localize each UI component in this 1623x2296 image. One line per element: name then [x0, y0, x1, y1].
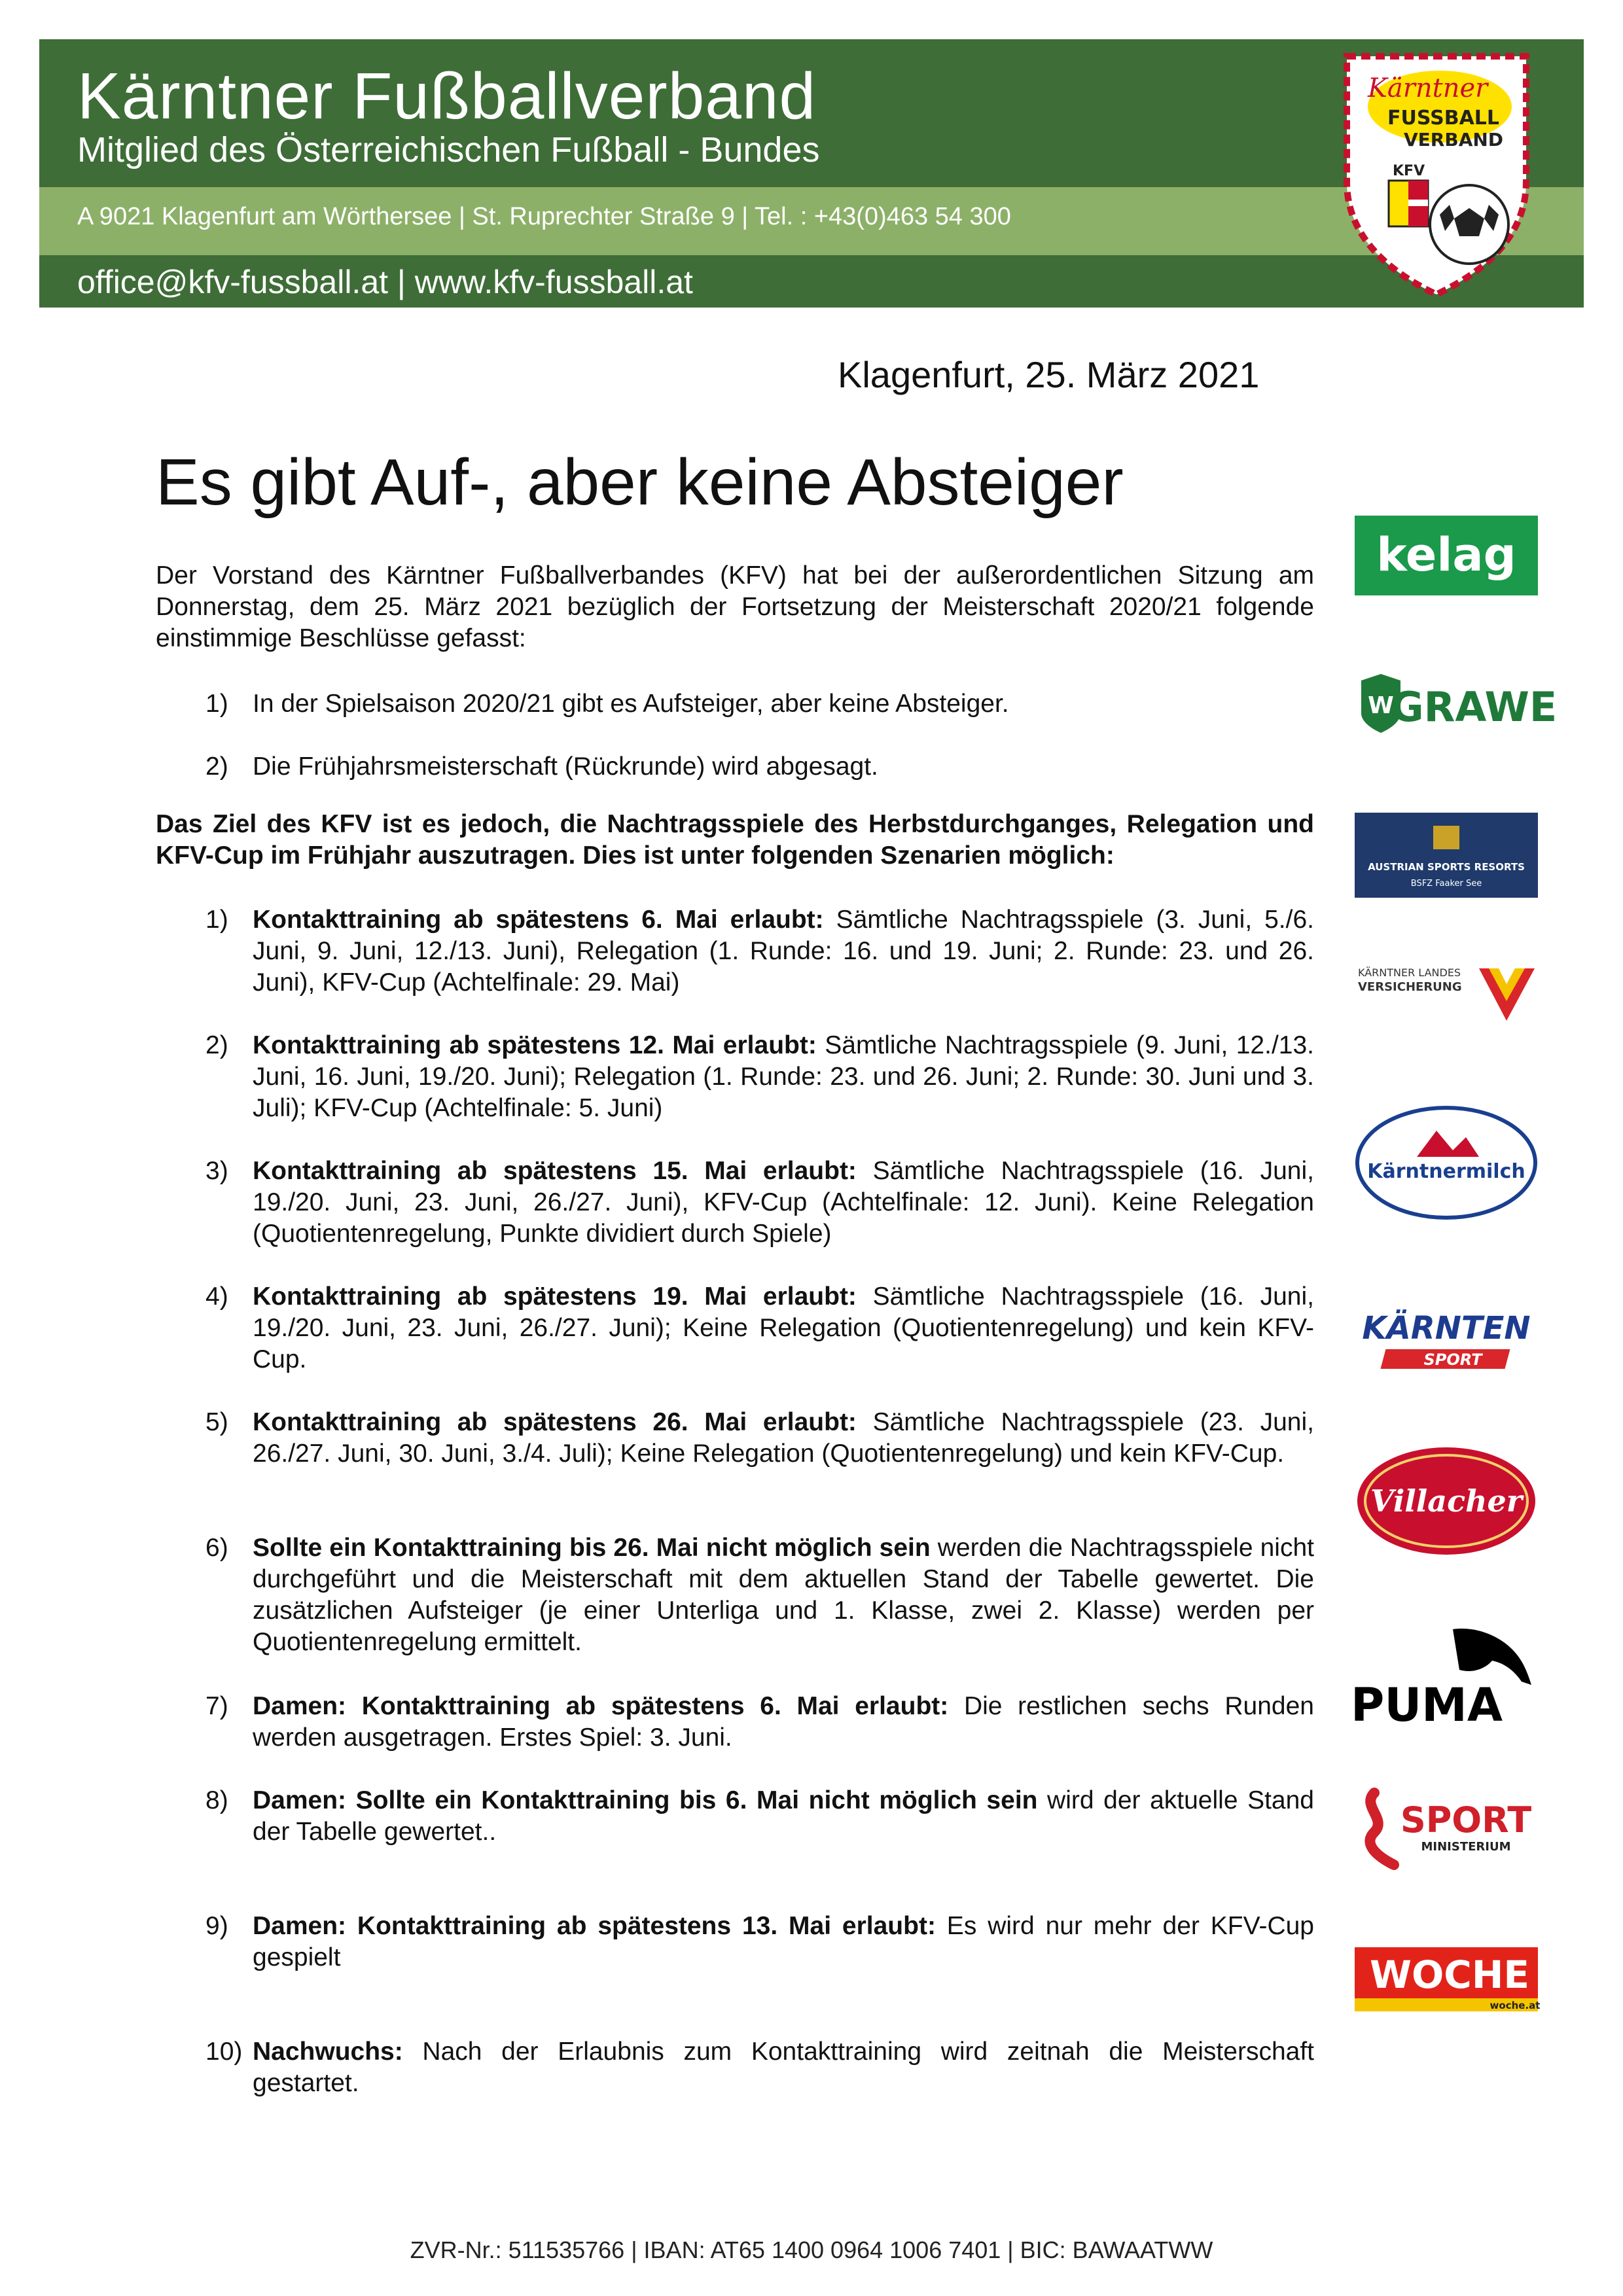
scenario-item — [156, 1532, 1314, 1658]
kaernten-sport-logo — [1355, 1294, 1538, 1379]
crest-line3: VERBAND — [1404, 129, 1504, 150]
scenario-text: Nach der Erlaubnis zum Kontakttraining wird zeitnah die Meisterschaft gestartet. — [253, 2038, 1314, 2097]
scenario-item — [156, 1691, 1314, 1754]
scenario-item — [156, 1281, 1314, 1375]
scenario-number: 8) — [205, 1786, 228, 1814]
scenario-condition: Kontakttraining ab spätestens 15. Mai erlaubt: — [253, 1157, 857, 1185]
scenario-condition: Kontakttraining ab spätestens 6. Mai erlaubt: — [253, 906, 824, 934]
svg-text:AUSTRIAN SPORTS RESORTS: AUSTRIAN SPORTS RESORTS — [1368, 861, 1525, 873]
scenario-text: Sämtliche Nachtragsspiele (16. Juni, 19./20. Juni, 23. Juni, 26./27. Juni); Keine Relegation (Quotientenregelung) und kein KFV-Cup. — [253, 1282, 1314, 1373]
svg-text:KÄRNTEN: KÄRNTEN — [1362, 1310, 1531, 1347]
scenario-condition: Damen: Kontakttraining ab spätestens 6. Mai erlaubt: — [253, 1692, 949, 1720]
puma-logo — [1351, 1623, 1538, 1732]
svg-text:SPORT: SPORT — [1400, 1799, 1532, 1841]
svg-text:GRAWE: GRAWE — [1390, 683, 1558, 731]
org-subtitle: Mitglied des Österreichischen Fußball - Bundes — [77, 130, 820, 169]
svg-text:woche.at: woche.at — [1489, 2000, 1541, 2011]
scenario-item — [156, 2036, 1314, 2099]
svg-text:Villacher: Villacher — [1370, 1483, 1523, 1519]
scenario-number: 10) — [205, 2038, 243, 2066]
scenario-text: Die restlichen sechs Runden werden ausgetragen. Erstes Spiel: 3. Juni. — [253, 1692, 1314, 1752]
letter-date: Klagenfurt, 25. März 2021 — [838, 354, 1260, 395]
page-title: Es gibt Auf-, aber keine Absteiger — [156, 446, 1124, 519]
scenario-text: Es wird nur mehr der KFV-Cup gespielt — [253, 1912, 1314, 1971]
scenario-item — [156, 1911, 1314, 1973]
svg-text:MINISTERIUM: MINISTERIUM — [1421, 1840, 1511, 1854]
scenario-item — [156, 1030, 1314, 1124]
goal-paragraph: Das Ziel des KFV ist es jedoch, die Nachtragsspiele des Herbstdurchganges, Relegation und KFV-Cup im Frühjahr auszutragen. Dies ist unter folgenden Szenarien möglich: — [156, 810, 1314, 870]
scenario-number: 1) — [205, 906, 228, 934]
scenario-number: 3) — [205, 1157, 228, 1185]
kaerntnermilch-logo — [1355, 1104, 1538, 1221]
woche-logo — [1355, 1947, 1541, 2011]
svg-text:VERSICHERUNG: VERSICHERUNG — [1358, 980, 1462, 994]
scenario-number: 4) — [205, 1282, 228, 1311]
org-address: A 9021 Klagenfurt am Wörthersee | St. Ruprechter Straße 9 | Tel. : +43(0)463 54 300 — [77, 203, 1011, 230]
scenario-text: Sämtliche Nachtragsspiele (23. Juni, 26./27. Juni, 30. Juni, 3./4. Juli); Keine Relegation (Quotientenregelung) und kein KFV-Cup. — [253, 1408, 1314, 1468]
scenario-number: 7) — [205, 1692, 228, 1720]
letterhead — [39, 39, 1584, 308]
org-contact: office@kfv-fussball.at | www.kfv-fussball.at — [77, 264, 693, 300]
decision-item — [156, 751, 1314, 783]
kelag-logo — [1355, 516, 1538, 595]
crest-line1: Kärntner — [1368, 73, 1488, 103]
grawe-logo — [1355, 661, 1558, 746]
scenario-text: Sämtliche Nachtragsspiele (16. Juni, 19./20. Juni, 23. Juni, 26./27. Juni), KFV-Cup (Achtelfinale: 12. Juni). Keine Relegation (Quotientenregelung, Punkte dividiert durch Spiele) — [253, 1157, 1314, 1248]
svg-text:SPORT: SPORT — [1423, 1351, 1482, 1369]
org-name: Kärntner Fußballverband — [77, 60, 817, 133]
scenario-condition: Damen: Kontakttraining ab spätestens 13. Mai erlaubt: — [253, 1912, 936, 1940]
scenario-text: werden die Nachtragsspiele nicht durchgeführt und die Meisterschaft mit dem aktuellen Stand der Tabelle gewertet. Die zusätzlichen Aufsteiger (je einer Unterliga und 1. Klasse, zwei 2. Klasse) werden per Quotientenregelung ermittelt. — [253, 1534, 1315, 1656]
decision-text: Die Frühjahrsmeisterschaft (Rückrunde) wird abgesagt. — [253, 752, 878, 781]
svg-text:BSFZ Faaker See: BSFZ Faaker See — [1410, 879, 1482, 889]
scenario-condition: Kontakttraining ab spätestens 19. Mai erlaubt: — [253, 1282, 857, 1311]
scenario-number: 6) — [205, 1534, 228, 1562]
svg-text:PUMA: PUMA — [1351, 1678, 1503, 1732]
svg-text:W: W — [1368, 692, 1394, 719]
scenario-text: wird der aktuelle Stand der Tabelle gewertet.. — [253, 1786, 1314, 1846]
svg-text:Kärntnermilch: Kärntnermilch — [1367, 1160, 1525, 1183]
scenario-condition: Sollte ein Kontakttraining bis 26. Mai nicht möglich sein — [253, 1534, 931, 1562]
villacher-logo — [1355, 1443, 1538, 1558]
footer-bank-details: ZVR-Nr.: 511535766 | IBAN: AT65 1400 0964 1006 7401 | BIC: BAWAATWW — [410, 2236, 1213, 2263]
svg-text:kelag: kelag — [1376, 528, 1516, 582]
austrian-sports-resorts-logo — [1355, 813, 1538, 898]
scenario-condition: Damen: Sollte ein Kontakttraining bis 6. Mai nicht möglich sein — [253, 1786, 1038, 1814]
scenario-text: Sämtliche Nachtragsspiele (3. Juni, 5./6. Juni, 9. Juni, 12./13. Juni), Relegation (1. Runde: 16. und 19. Juni; 2. Runde: 23. und 26. Juni), KFV-Cup (Achtelfinale: 29. Mai) — [253, 906, 1314, 997]
kfv-crest-logo — [1342, 51, 1531, 300]
scenario-item — [156, 1407, 1314, 1470]
decision-number: 2) — [205, 752, 228, 781]
crest-line2: FUSSBALL — [1387, 107, 1500, 130]
crest-abbr: KFV — [1393, 163, 1425, 179]
scenario-item — [156, 1785, 1314, 1848]
scenario-condition: Kontakttraining ab spätestens 12. Mai erlaubt: — [253, 1031, 817, 1059]
sportministerium-logo — [1355, 1786, 1538, 1871]
scenario-number: 5) — [205, 1408, 228, 1436]
decision-item — [156, 688, 1314, 720]
decision-text: In der Spielsaison 2020/21 gibt es Aufsteiger, aber keine Absteiger. — [253, 690, 1009, 718]
scenario-text: Sämtliche Nachtragsspiele (9. Juni, 12./13. Juni, 16. Juni, 19./20. Juni); Relegation (1. Runde: 23. und 26. Juni; 2. Runde: 30. Juni und 3. Juli); KFV-Cup (Achtelfinale: 5. Juni) — [253, 1031, 1314, 1122]
scenario-item — [156, 904, 1314, 998]
scenario-condition: Nachwuchs: — [253, 2038, 403, 2066]
scenario-number: 9) — [205, 1912, 228, 1940]
svg-text:KÄRNTNER LANDES: KÄRNTNER LANDES — [1358, 966, 1461, 979]
decision-number: 1) — [205, 690, 228, 718]
kaerntner-landesversicherung-logo — [1355, 962, 1538, 1027]
intro-paragraph: Der Vorstand des Kärntner Fußballverbandes (KFV) hat bei der außerordentlichen Sitzung am Donnerstag, dem 25. März 2021 bezüglich der Fortsetzung der Meisterschaft 2020/21 folgende einstimmige Beschlüsse gefasst: — [156, 561, 1314, 652]
scenario-number: 2) — [205, 1031, 228, 1059]
svg-text:WOCHE: WOCHE — [1369, 1952, 1530, 1997]
scenario-item — [156, 1156, 1314, 1250]
scenario-condition: Kontakttraining ab spätestens 26. Mai erlaubt: — [253, 1408, 857, 1436]
